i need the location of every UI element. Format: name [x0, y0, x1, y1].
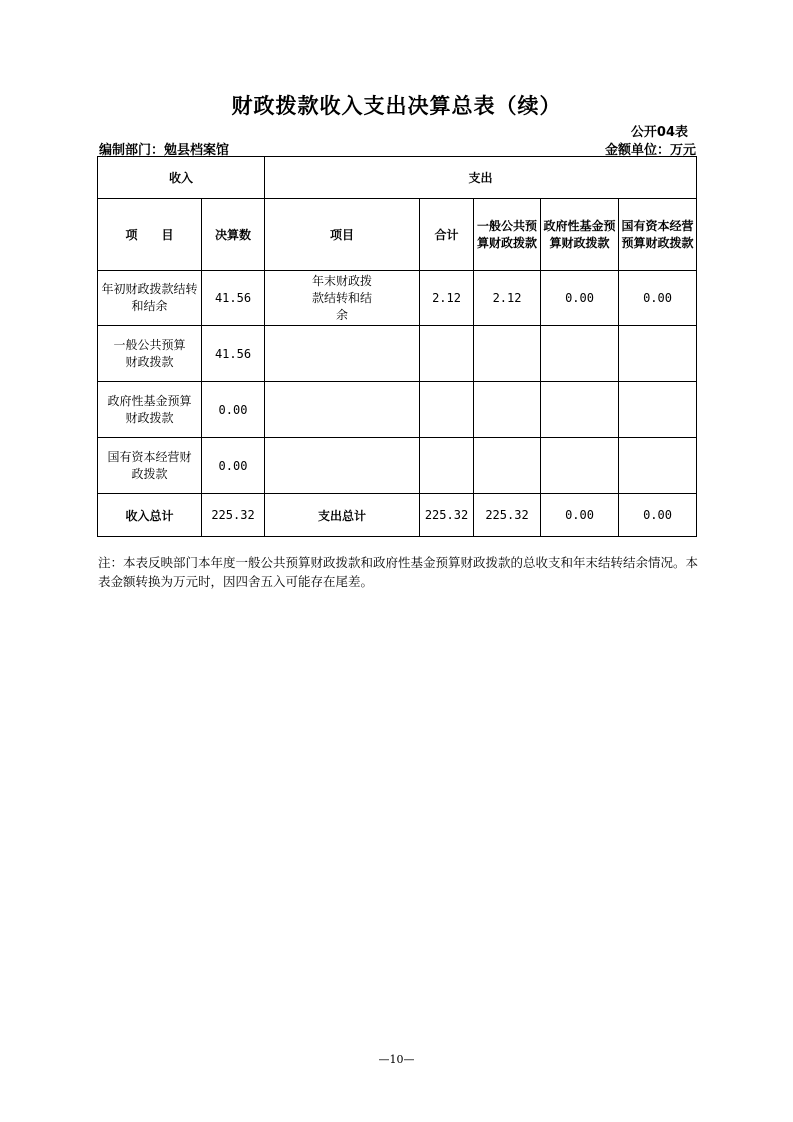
totals-row — [98, 494, 697, 537]
page-number: —10— — [378, 1053, 415, 1066]
unit-label: 金额单位：万元 — [604, 143, 696, 158]
table-row — [98, 271, 697, 326]
col-income-amount: 决算数 — [202, 199, 265, 271]
state-capital-value — [619, 382, 697, 438]
income-value: 0.00 — [202, 438, 265, 494]
expense-total-label: 支出总计 — [265, 494, 420, 537]
footnote: 注：本表反映部门本年度一般公共预算财政拨款和政府性基金预算财政拨款的总收支和年末结转结余情况。本表金额转换为万元时，因四舍五入可能存在尾差。 — [98, 555, 699, 589]
col-general-budget: 一般公共预算财政拨款 — [474, 199, 541, 271]
table-row — [98, 382, 697, 438]
income-label: 一般公共预算财政拨款 — [98, 326, 202, 382]
income-value: 41.56 — [202, 271, 265, 326]
income-total-label: 收入总计 — [98, 494, 202, 537]
table-row — [98, 438, 697, 494]
col-state-capital: 国有资本经营预算财政拨款 — [619, 199, 697, 271]
income-total-value: 225.32 — [202, 494, 265, 537]
col-gov-fund: 政府性基金预算财政拨款 — [541, 199, 619, 271]
col-expense-item: 项目 — [265, 199, 420, 271]
department-label: 编制部门：勉县档案馆 — [99, 143, 230, 158]
general-value: 2.12 — [474, 271, 541, 326]
expense-label: 年末财政拨款结转和结余 — [265, 271, 420, 326]
income-section-header: 收入 — [98, 157, 265, 199]
general-value — [474, 438, 541, 494]
expense-section-header: 支出 — [265, 157, 697, 199]
general-value — [474, 326, 541, 382]
gov-fund-value — [541, 326, 619, 382]
page-title: 财政拨款收入支出决算总表（续） — [231, 94, 562, 118]
general-sum-value: 225.32 — [474, 494, 541, 537]
appropriation-table — [97, 156, 697, 537]
form-number: 公开04表 — [630, 125, 688, 140]
col-total: 合计 — [420, 199, 474, 271]
gov-fund-value: 0.00 — [541, 271, 619, 326]
income-value: 0.00 — [202, 382, 265, 438]
total-value — [420, 382, 474, 438]
expense-label — [265, 382, 420, 438]
income-label: 国有资本经营财政拨款 — [98, 438, 202, 494]
table-row — [98, 326, 697, 382]
total-value: 2.12 — [420, 271, 474, 326]
state-capital-value — [619, 438, 697, 494]
total-value — [420, 326, 474, 382]
total-value — [420, 438, 474, 494]
income-label: 政府性基金预算财政拨款 — [98, 382, 202, 438]
state-capital-value — [619, 326, 697, 382]
income-value: 41.56 — [202, 326, 265, 382]
gov-fund-sum-value: 0.00 — [541, 494, 619, 537]
state-capital-value: 0.00 — [619, 271, 697, 326]
gov-fund-value — [541, 382, 619, 438]
section-header-row — [98, 157, 697, 199]
state-capital-sum-value: 0.00 — [619, 494, 697, 537]
general-value — [474, 382, 541, 438]
expense-label — [265, 438, 420, 494]
col-income-item: 项 目 — [98, 199, 202, 271]
column-header-row — [98, 199, 697, 271]
income-label: 年初财政拨款结转和结余 — [98, 271, 202, 326]
expense-label — [265, 326, 420, 382]
total-sum-value: 225.32 — [420, 494, 474, 537]
gov-fund-value — [541, 438, 619, 494]
